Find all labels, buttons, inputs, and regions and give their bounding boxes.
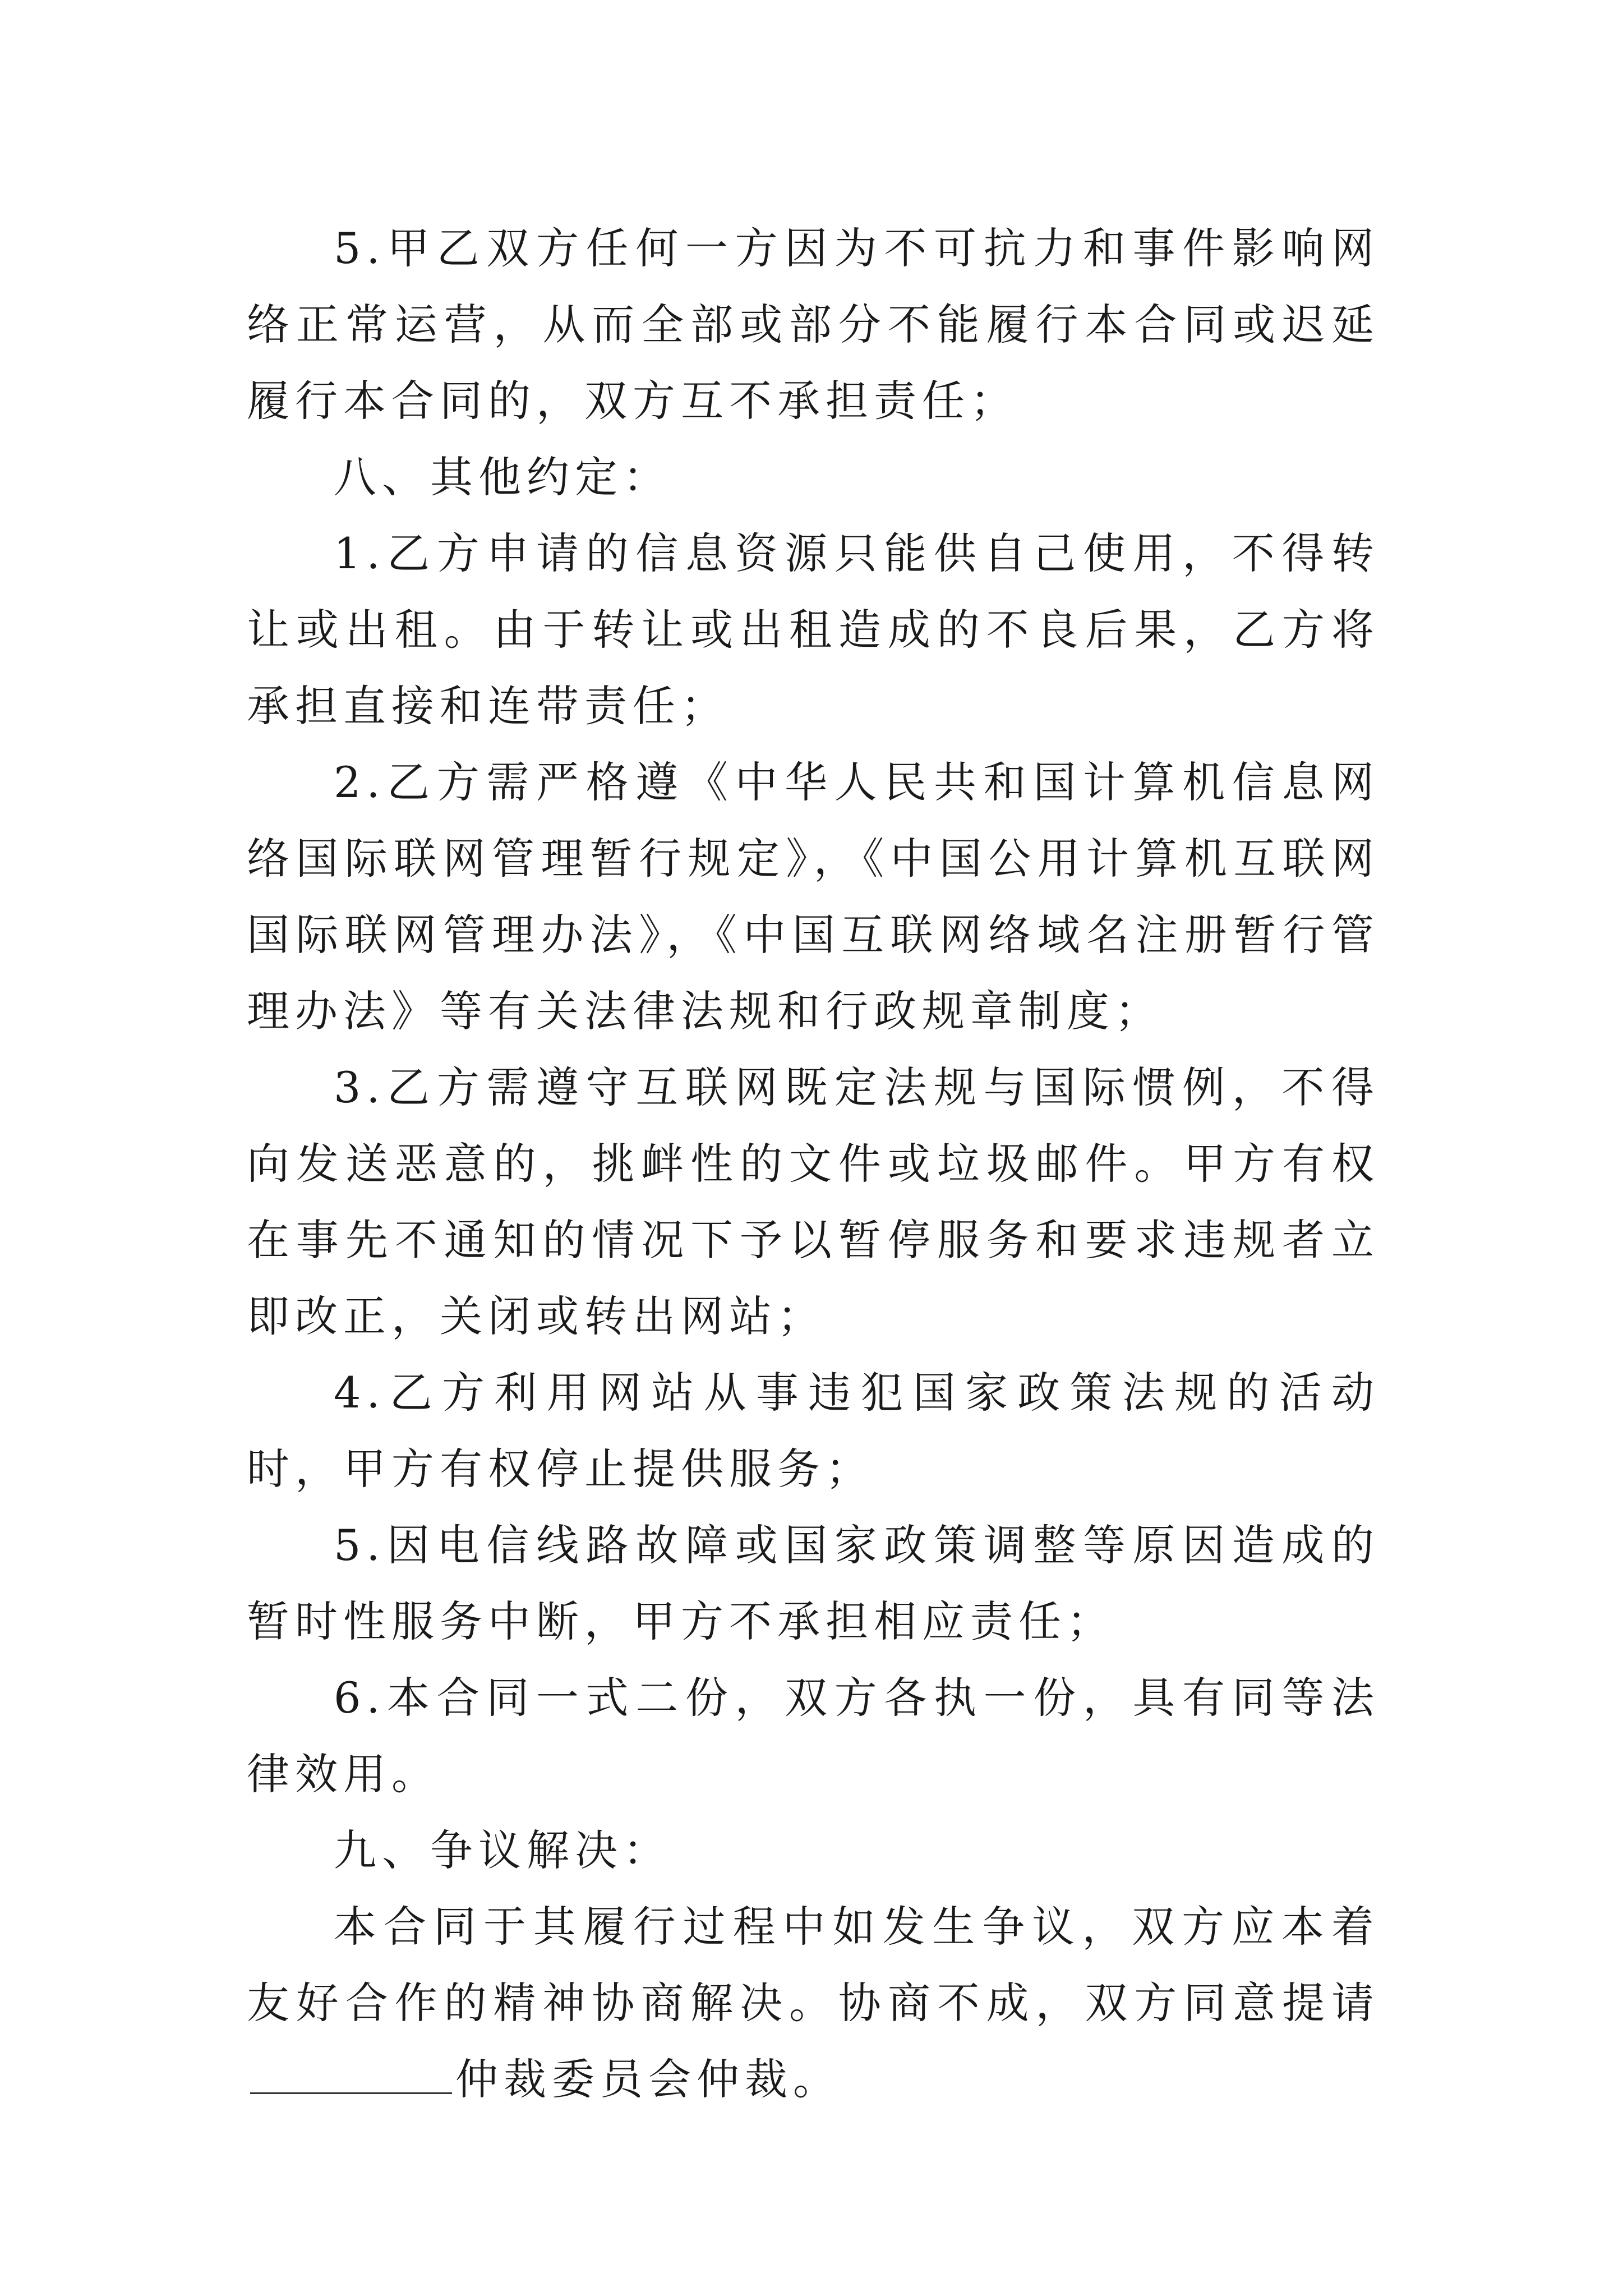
section-heading-dispute-resolution: 九、争议解决： — [334, 1825, 671, 1875]
dispute-text-after-blank: 仲裁委员会仲裁。 — [455, 2054, 841, 2104]
document-body — [247, 210, 1380, 2118]
paragraph-clause-2: 2.乙方需严格遵《中华人民共和国计算机信息网络国际联网管理暂行规定》，《中国公用计算机互联网国际联网管理办法》，《中国互联网络域名注册暂行管理办法》等有关法律法规和行政规章制度； — [247, 757, 1380, 1036]
section-heading-other-agreements: 八、其他约定： — [334, 452, 671, 502]
dispute-text-before-blank: 本合同于其履行过程中如发生争议，双方应本着友好合作的精神协商解决。协商不成，双方同意提请 — [247, 1902, 1380, 2028]
paragraph-clause-1: 1.乙方申请的信息资源只能供自己使用，不得转让或出租。由于转让或出租造成的不良后果，乙方将承担直接和连带责任； — [247, 528, 1380, 731]
paragraph-clause-6: 6.本合同一式二份，双方各执一份，具有同等法律效用。 — [247, 1673, 1380, 1799]
paragraph-clause-3: 3.乙方需遵守互联网既定法规与国际惯例，不得向发送恶意的，挑衅性的文件或垃圾邮件。甲方有权在事先不通知的情况下予以暂停服务和要求违规者立即改正，关闭或转出网站； — [247, 1062, 1380, 1341]
paragraph-force-majeure: 5.甲乙双方任何一方因为不可抗力和事件影响网络正常运营，从而全部或部分不能履行本合同或迟延履行本合同的，双方互不承担责任； — [247, 223, 1380, 426]
paragraph-clause-4: 4.乙方利用网站从事违犯国家政策法规的活动时，甲方有权停止提供服务； — [247, 1368, 1380, 1494]
paragraph-clause-5: 5.因电信线路故障或国家政策调整等原因造成的暂时性服务中断，甲方不承担相应责任； — [247, 1520, 1380, 1646]
paragraph-dispute-resolution — [247, 1889, 1380, 2118]
arbitration-commission-blank — [250, 2056, 452, 2094]
